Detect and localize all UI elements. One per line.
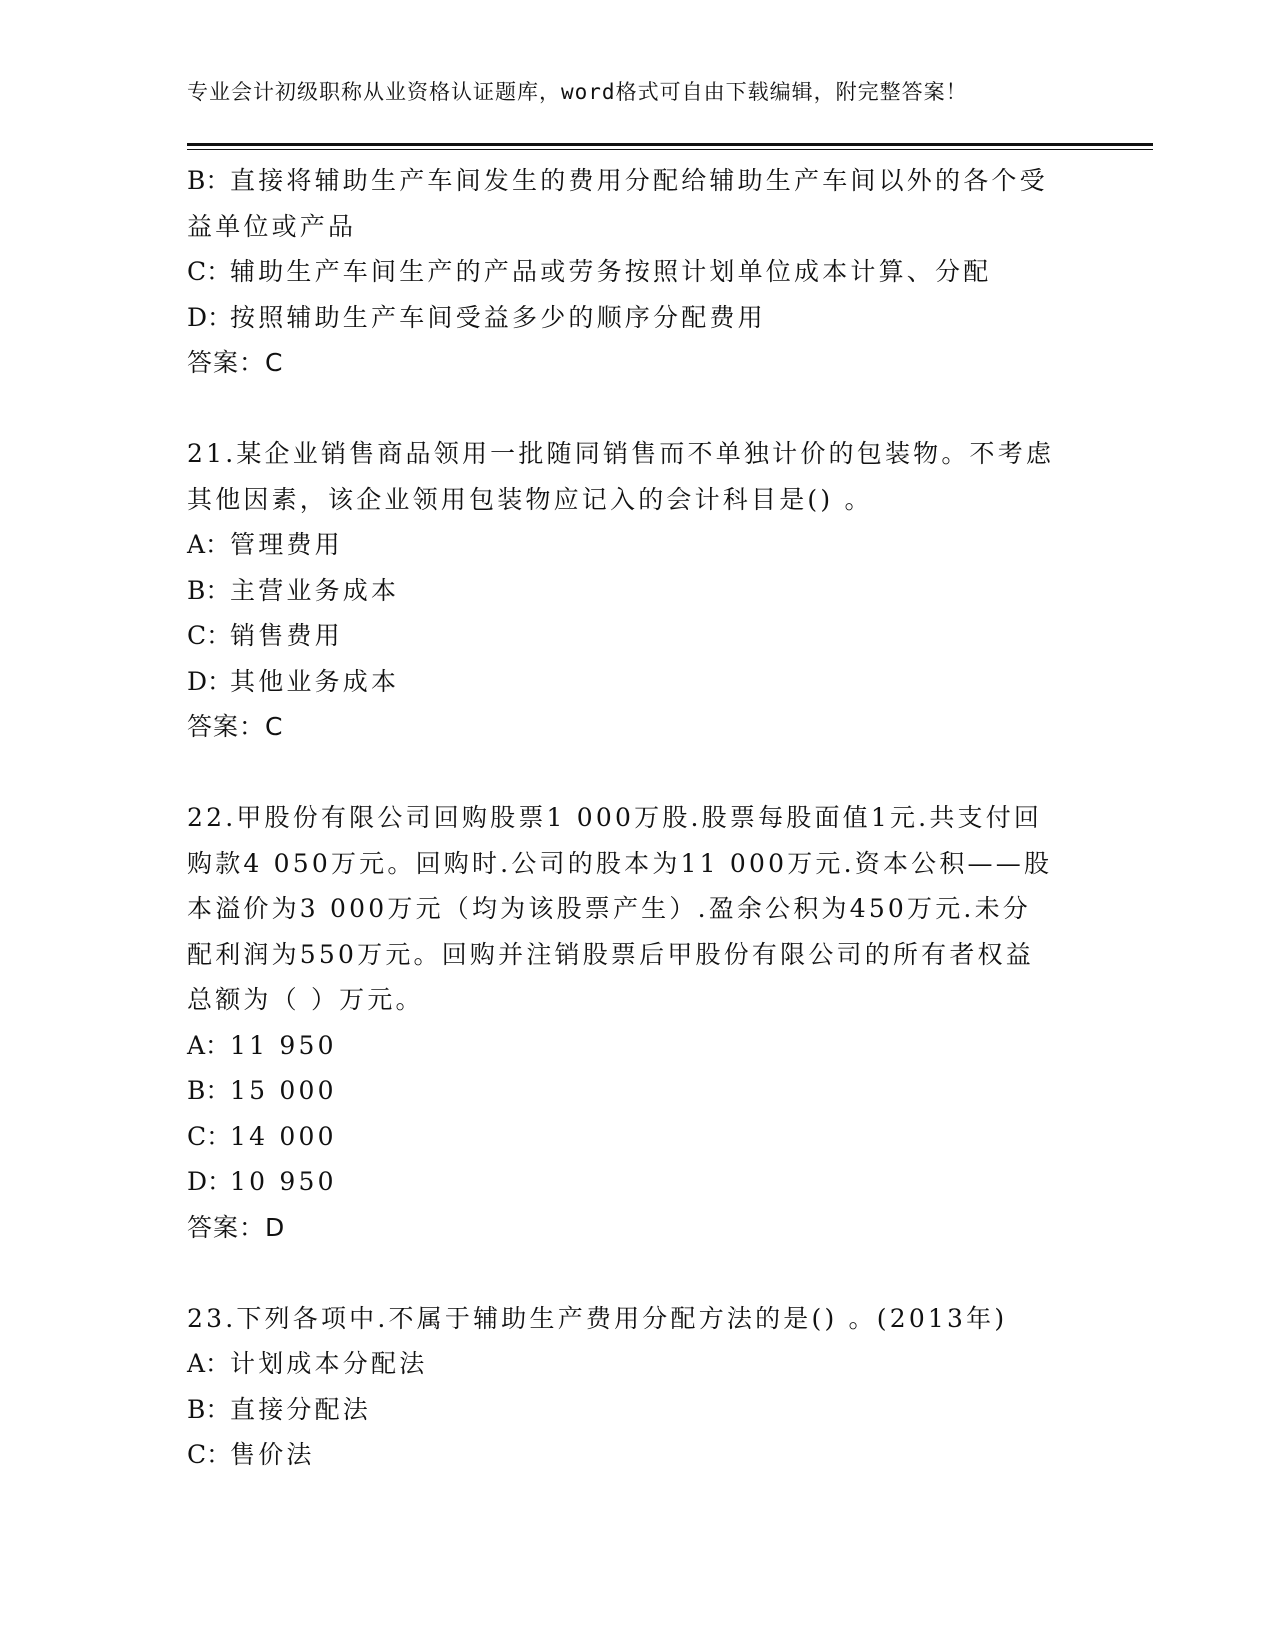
- option-b: [187, 568, 1087, 614]
- option-key: B：: [187, 166, 231, 195]
- option-c: [187, 1114, 1087, 1160]
- option-a: [187, 522, 1087, 568]
- option-d: [187, 659, 1087, 705]
- question-22: [187, 795, 1087, 1250]
- answer-line: 答案：C: [187, 712, 284, 741]
- option-key: D：: [187, 666, 233, 696]
- page-header: 专业会计初级职称从业资格认证题库，word格式可自由下载编辑，附完整答案！: [187, 80, 968, 104]
- option-key: C：: [187, 1121, 232, 1151]
- option-text: 计划成本分配法: [230, 1349, 428, 1378]
- header-rule-thin: [187, 149, 1153, 150]
- option-text: 辅助生产车间生产的产品或劳务按照计划单位成本计算、分配: [230, 257, 992, 286]
- question-stem-line: 21.某企业销售商品领用一批随同销售而不单独计价的包装物。不考虑: [187, 439, 1055, 468]
- option-text: 15 000: [230, 1076, 337, 1105]
- option-a: [187, 1023, 1087, 1069]
- spacer: [187, 750, 1087, 796]
- option-b: [187, 158, 1087, 204]
- option-text: 直接分配法: [230, 1394, 372, 1424]
- option-text: 直接将辅助生产车间发生的费用分配给辅助生产车间以外的各个受: [230, 166, 1048, 195]
- option-key: D：: [187, 1167, 233, 1196]
- option-key: B：: [187, 1394, 231, 1424]
- option-d: [187, 295, 1087, 341]
- option-text: 其他业务成本: [230, 666, 400, 696]
- option-text: 14 000: [230, 1121, 337, 1151]
- option-key: C：: [187, 621, 232, 650]
- option-text: 主营业务成本: [230, 575, 400, 605]
- option-text: 按照辅助生产车间受益多少的顺序分配费用: [230, 302, 766, 332]
- option-d: [187, 1159, 1087, 1205]
- spacer: [187, 386, 1087, 432]
- option-b: [187, 1387, 1087, 1433]
- option-a: [187, 1341, 1087, 1387]
- option-c: [187, 249, 1087, 295]
- option-text: 管理费用: [230, 530, 343, 559]
- answer-line: 答案：C: [187, 348, 284, 377]
- option-text: 11 950: [230, 1030, 337, 1060]
- option-key: D：: [187, 302, 233, 332]
- option-key: B：: [187, 1076, 231, 1105]
- question-stem-line: 其他因素，该企业领用包装物应记入的会计科目是() 。: [187, 484, 873, 514]
- question-stem-line: 本溢价为3 000万元（均为该股票产生）.盈余公积为450万元.未分: [187, 894, 1031, 923]
- previous-question-continuation: [187, 158, 1087, 386]
- option-b: [187, 1068, 1087, 1114]
- option-text: 10 950: [230, 1167, 337, 1196]
- spacer: [187, 1250, 1087, 1296]
- question-stem-line: 22.甲股份有限公司回购股票1 000万股.股票每股面值1元.共支付回: [187, 803, 1043, 832]
- answer-line: 答案：D: [187, 1212, 286, 1242]
- question-content: [187, 158, 1087, 1478]
- option-key: A：: [187, 530, 231, 559]
- option-c: [187, 613, 1087, 659]
- option-key: B：: [187, 575, 231, 605]
- option-c: [187, 1432, 1087, 1478]
- question-stem-line: 总额为（ ）万元。: [187, 985, 424, 1014]
- question-stem-line: 配利润为550万元。回购并注销股票后甲股份有限公司的所有者权益: [187, 939, 1034, 969]
- question-21: [187, 431, 1087, 750]
- question-stem-line: 购款4 050万元。回购时.公司的股本为11 000万元.资本公积——股: [187, 848, 1053, 878]
- option-key: A：: [187, 1030, 231, 1060]
- option-key: A：: [187, 1349, 231, 1378]
- question-stem-line: 23.下列各项中.不属于辅助生产费用分配方法的是() 。(2013年): [187, 1303, 1008, 1333]
- question-23: [187, 1296, 1087, 1478]
- option-key: C：: [187, 257, 232, 286]
- option-text: 售价法: [230, 1440, 315, 1469]
- option-text-continued: 益单位或产品: [187, 211, 357, 241]
- option-key: C：: [187, 1440, 232, 1469]
- option-text: 销售费用: [230, 621, 343, 650]
- header-rule-thick: [187, 143, 1153, 146]
